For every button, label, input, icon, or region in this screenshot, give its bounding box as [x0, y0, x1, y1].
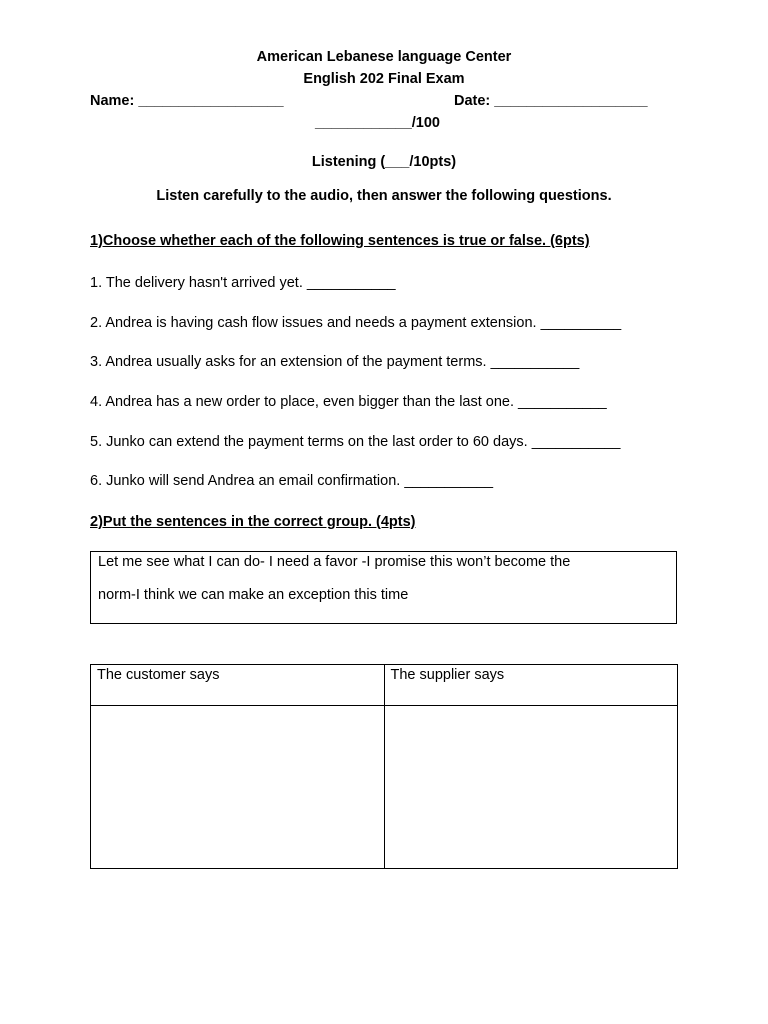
name-blank[interactable]: __________________ — [138, 93, 284, 109]
date-blank[interactable]: ___________________ — [494, 93, 648, 109]
name-label: Name: — [90, 93, 135, 109]
question-item: 2. Andrea is having cash flow issues and needs a payment extension. __________ — [90, 315, 622, 331]
customer-answer-cell[interactable] — [91, 706, 385, 869]
word-bank-line: Let me see what I can do- I need a favor -I promise this won’t become the — [98, 554, 571, 570]
name-row — [90, 93, 284, 109]
score-line[interactable]: ____________/100 — [315, 115, 440, 131]
part1-title: 1)Choose whether each of the following sentences is true or false. (6pts) — [90, 233, 590, 249]
word-bank-box — [90, 551, 677, 624]
word-bank-line: norm-I think we can make an exception this time — [98, 587, 409, 603]
grouping-table — [90, 664, 678, 869]
part2-title: 2)Put the sentences in the correct group. (4pts) — [90, 514, 416, 530]
customer-column-header: The customer says — [91, 665, 385, 706]
question-item: 3. Andrea usually asks for an extension of the payment terms. ___________ — [90, 354, 580, 370]
supplier-column-header: The supplier says — [384, 665, 678, 706]
date-label: Date: — [454, 93, 491, 109]
question-item: 1. The delivery hasn't arrived yet. ___________ — [90, 275, 396, 291]
date-row — [454, 93, 648, 109]
section-instructions: Listen carefully to the audio, then answer the following questions. — [156, 188, 612, 204]
question-item: 5. Junko can extend the payment terms on the last order to 60 days. ___________ — [90, 434, 621, 450]
question-item: 6. Junko will send Andrea an email confirmation. ___________ — [90, 473, 494, 489]
exam-title: English 202 Final Exam — [303, 71, 465, 87]
school-name: American Lebanese language Center — [256, 49, 512, 65]
supplier-answer-cell[interactable] — [384, 706, 678, 869]
question-item: 4. Andrea has a new order to place, even bigger than the last one. ___________ — [90, 394, 607, 410]
section-title: Listening (___/10pts) — [311, 154, 457, 170]
